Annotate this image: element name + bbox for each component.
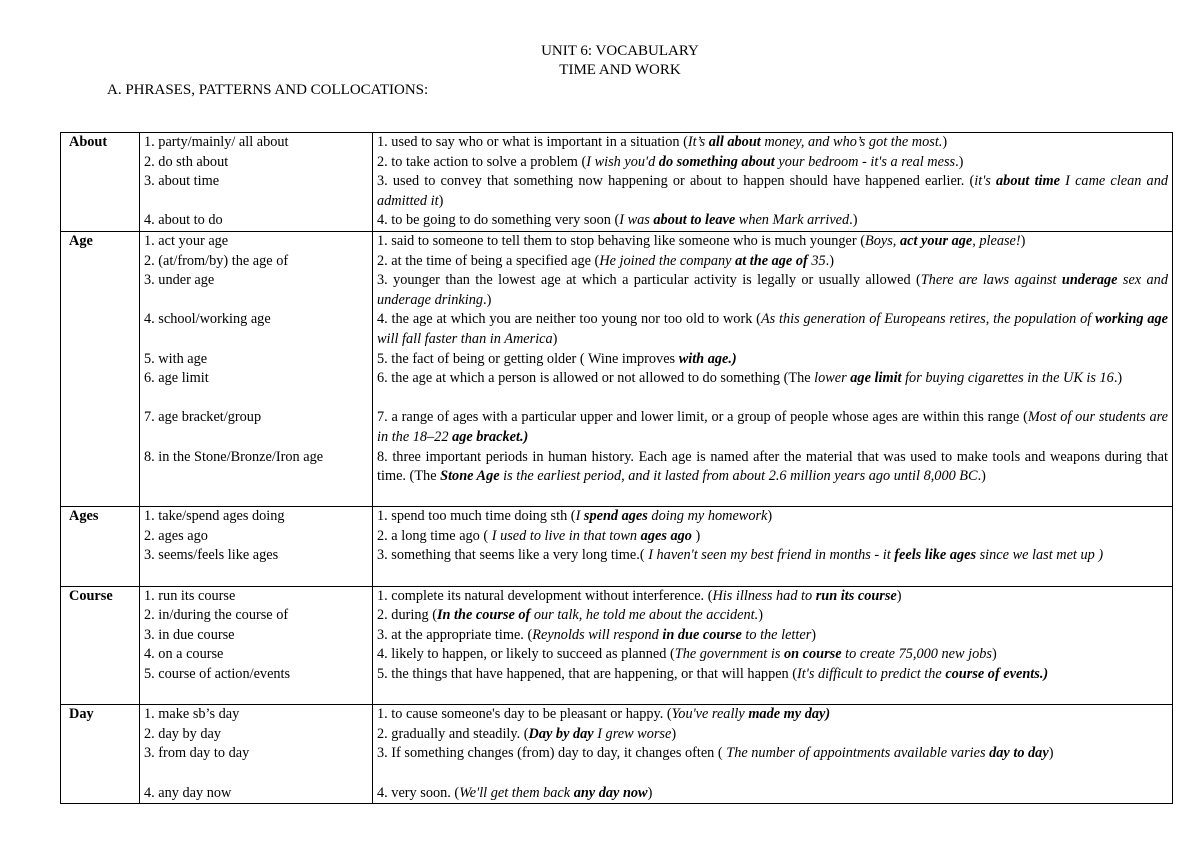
definition-item — [377, 527, 1168, 547]
definition-text: 3. used to convey that something now happening or about to happen should have happened earlier. ( — [377, 173, 975, 190]
example-text: There are laws against — [920, 272, 1062, 289]
definition-text: 2. during ( — [377, 607, 437, 624]
definition-text: 2. to take action to solve a problem ( — [377, 153, 587, 170]
phrase-item: 3. seems/feels like ages — [144, 547, 279, 564]
definition-closing: ) — [896, 587, 902, 604]
definition-text: 5. the fact of being or getting older ( Wine improves — [377, 350, 679, 367]
definition-closing: .) — [825, 252, 834, 269]
highlighted-phrase: do something about — [658, 153, 775, 170]
definition-item — [377, 232, 1168, 252]
definition-cell — [373, 705, 1173, 804]
highlighted-phrase: about to leave — [653, 212, 736, 229]
definition-closing: .) — [483, 291, 492, 308]
phrase-item: 4. school/working age — [144, 311, 271, 328]
phrase-item: 4. any day now — [144, 784, 232, 801]
definition-text: 4. to be going to do something very soon ( — [377, 212, 620, 229]
highlighted-phrase: act your age — [899, 232, 973, 249]
definition-closing: ) — [647, 784, 653, 801]
definition-item — [377, 626, 1168, 646]
example-text: His illness had to — [712, 587, 816, 604]
highlighted-phrase: course of events.) — [945, 666, 1049, 683]
example-text: our talk, he told me about the accident. — [530, 607, 759, 624]
definition-cell — [373, 133, 1173, 232]
vocab-row — [61, 507, 1173, 586]
phrase-item: 8. in the Stone/Bronze/Iron age — [144, 448, 324, 465]
definition-text: 2. a long time ago ( — [377, 527, 492, 544]
highlighted-phrase: with age.) — [678, 350, 737, 367]
definition-closing: .) — [849, 212, 858, 229]
definition-text: 2. at the time of being a specified age ( — [377, 252, 600, 269]
definition-closing: ) — [758, 607, 763, 624]
definition-text: 1. complete its natural development without interference. ( — [377, 587, 713, 604]
definition-text: 6. the age at which a person is allowed or not allowed to do something (The — [377, 370, 815, 387]
example-text: It's difficult to predict the — [797, 666, 946, 683]
headword-cell — [61, 705, 140, 804]
definition-closing: ) — [695, 527, 701, 544]
definition-item — [377, 350, 1168, 370]
example-text: money, and who’s got the most. — [760, 134, 943, 150]
example-text: He joined the company — [599, 252, 736, 269]
definition-item — [377, 665, 1168, 704]
highlighted-phrase: any day now — [573, 784, 648, 801]
phrase-item: 3. in due course — [144, 626, 235, 643]
unit-title-line-1: UNIT 6: VOCABULARY — [541, 43, 699, 59]
headword: About — [69, 134, 108, 150]
highlighted-phrase: In the course of — [436, 607, 531, 624]
example-text: I — [575, 508, 584, 525]
phrase-item: 5. with age — [144, 350, 208, 367]
example-text: The government is — [674, 646, 784, 663]
vocab-row — [61, 586, 1173, 705]
definition-text: 3. younger than the lowest age at which a particular activity is legally or usually allowed ( — [377, 272, 921, 289]
definition-closing: ) — [811, 626, 817, 643]
definition-item — [377, 252, 1168, 272]
phrase-item: 2. day by day — [144, 725, 222, 742]
phrase-item: 3. from day to day — [144, 745, 250, 762]
phrase-item: 2. do sth about — [144, 153, 229, 170]
definition-item — [377, 645, 1168, 665]
headword: Day — [69, 706, 94, 723]
highlighted-phrase: about time — [996, 173, 1060, 190]
phrase-cell — [140, 507, 373, 586]
example-text: You've really — [671, 706, 749, 723]
example-text: lower — [814, 370, 851, 387]
definition-item — [377, 705, 1168, 725]
highlighted-phrase: ages ago — [640, 527, 692, 544]
definition-text: 3. at the appropriate time. ( — [377, 626, 533, 643]
definition-text: 5. the things that have happened, that are happening, or that will happen ( — [377, 666, 798, 683]
headword-cell — [61, 133, 140, 232]
unit-title-line-2: TIME AND WORK — [559, 62, 681, 78]
definition-text: 4. very soon. ( — [377, 784, 460, 801]
highlighted-phrase: age bracket.) — [452, 428, 529, 445]
definition-closing: ) — [942, 134, 948, 150]
definition-closing: .) — [977, 468, 986, 485]
definition-item — [377, 153, 1168, 173]
headword-cell — [61, 231, 140, 506]
vocabulary-table-body — [61, 133, 1173, 804]
vocab-row — [61, 231, 1173, 506]
example-text: It’s — [687, 134, 709, 150]
definition-item — [377, 587, 1168, 607]
definition-text: 4. the age at which you are neither too young nor too old to work ( — [377, 311, 761, 328]
phrase-item: 1. take/spend ages doing — [144, 508, 285, 525]
phrase-item: 1. run its course — [144, 587, 236, 604]
headword-cell — [61, 507, 140, 586]
example-text: I haven't seen my best friend in months - it — [648, 547, 895, 564]
definition-closing: ) — [767, 508, 773, 525]
example-text: since we last met up ) — [976, 547, 1104, 564]
vocab-row — [61, 705, 1173, 804]
example-text: , please! — [972, 232, 1021, 249]
phrase-item: 2. (at/from/by) the age of — [144, 252, 289, 269]
example-text: it's — [974, 173, 997, 190]
highlighted-phrase: spend ages — [583, 508, 648, 525]
definition-item — [377, 546, 1168, 585]
headword: Course — [69, 587, 113, 604]
definition-item — [377, 448, 1168, 507]
example-text: will fall faster than in America — [377, 330, 553, 347]
example-text: Reynolds will respond — [532, 626, 663, 643]
example-text: We'll get them back — [459, 784, 574, 801]
phrase-item: 5. course of action/events — [144, 666, 291, 683]
phrase-item: 2. in/during the course of — [144, 607, 289, 624]
phrase-item: 1. party/mainly/ all about — [144, 134, 289, 150]
definition-text: 3. something that seems like a very long time.( — [377, 547, 649, 564]
phrase-cell — [140, 586, 373, 705]
phrase-item: 2. ages ago — [144, 527, 208, 544]
example-text: is the earliest period, and it lasted from about 2.6 million years ago until 8,000 BC — [499, 468, 978, 485]
definition-item — [377, 310, 1168, 349]
definition-item — [377, 744, 1168, 783]
definition-item — [377, 172, 1168, 211]
highlighted-phrase: underage — [1061, 272, 1118, 289]
definition-closing: ) — [438, 192, 444, 209]
highlighted-phrase: made my day) — [748, 706, 831, 723]
definition-item — [377, 606, 1168, 626]
section-heading: A. PHRASES, PATTERNS AND COLLOCATIONS: — [107, 82, 429, 98]
phrase-cell — [140, 705, 373, 804]
example-text: Most of our students are in the 18–22 — [377, 409, 1168, 445]
highlighted-phrase: at the age of — [735, 252, 808, 269]
definition-text: 8. three important periods in human history. Each age is named after the material that was used to make tools and weapons during that time. (The — [377, 448, 1168, 485]
example-text: 35 — [807, 252, 826, 269]
phrase-item: 7. age bracket/group — [144, 409, 262, 426]
definition-cell — [373, 507, 1173, 586]
highlighted-phrase: run its course — [815, 587, 897, 604]
highlighted-phrase: day to day — [989, 745, 1049, 762]
definition-item — [377, 211, 1168, 231]
headword: Age — [69, 232, 93, 249]
definition-text: 1. spend too much time doing sth ( — [377, 508, 576, 525]
definition-text: 1. said to someone to tell them to stop behaving like someone who is much younger ( — [377, 232, 865, 249]
phrase-item: 6. age limit — [144, 370, 209, 387]
definition-closing: ) — [1020, 232, 1026, 249]
definition-closing: .) — [955, 153, 964, 170]
headword-cell — [61, 586, 140, 705]
phrase-cell — [140, 231, 373, 506]
definition-text: 1. used to say who or what is important in a situation ( — [377, 134, 688, 150]
definition-closing: .) — [1113, 370, 1123, 387]
definition-closing: ) — [671, 725, 677, 742]
example-text: I wish you'd — [586, 153, 659, 170]
example-text: I came clean and admitted it — [377, 173, 1168, 209]
example-text: Boys, — [865, 232, 900, 249]
definition-item — [377, 133, 1168, 153]
definition-item — [377, 725, 1168, 745]
highlighted-phrase: all about — [708, 134, 761, 150]
definition-closing: ) — [991, 646, 997, 663]
highlighted-phrase: on course — [783, 646, 842, 663]
definition-cell — [373, 586, 1173, 705]
example-text: to create 75,000 new jobs — [841, 646, 992, 663]
definition-text: 1. to cause someone's day to be pleasant or happy. ( — [377, 706, 672, 723]
definition-closing: ) — [1048, 745, 1054, 762]
example-text: your bedroom - it's a real mess — [774, 153, 956, 170]
phrase-item: 4. on a course — [144, 646, 224, 663]
example-text: doing my homework — [647, 508, 768, 525]
definition-item — [377, 369, 1168, 408]
definition-item — [377, 408, 1168, 447]
highlighted-phrase: Stone Age — [440, 468, 500, 485]
example-text: The number of appointments available varies — [726, 745, 990, 762]
example-text: I grew worse — [593, 725, 672, 742]
phrase-item: 3. under age — [144, 272, 215, 289]
phrase-item: 3. about time — [144, 173, 220, 190]
definition-text: 3. If something changes (from) day to day, it changes often ( — [377, 745, 727, 762]
phrase-cell — [140, 133, 373, 232]
definition-closing: ) — [552, 330, 558, 347]
definition-item — [377, 271, 1168, 310]
vocab-row — [61, 133, 1173, 232]
example-text: I was — [619, 212, 654, 229]
example-text: to the letter — [741, 626, 812, 643]
highlighted-phrase: working age — [1095, 311, 1169, 328]
definition-item — [377, 507, 1168, 527]
definition-item — [377, 784, 1168, 804]
example-text: I used to live in that town — [491, 527, 641, 544]
highlighted-phrase: feels like ages — [894, 547, 977, 564]
phrase-item: 1. act your age — [144, 232, 229, 249]
definition-cell — [373, 231, 1173, 506]
phrase-item: 1. make sb’s day — [144, 706, 240, 723]
example-text: As this generation of Europeans retires, the population of — [760, 311, 1096, 328]
highlighted-phrase: age limit — [850, 370, 902, 387]
highlighted-phrase: in due course — [662, 626, 742, 643]
example-text: when Mark arrived — [735, 212, 850, 229]
example-text: sex and underage drinking — [377, 272, 1168, 308]
example-text: for buying cigarettes in the UK is 16 — [901, 370, 1114, 387]
definition-text: 7. a range of ages with a particular upper and lower limit, or a group of people whose ages are within this range ( — [377, 409, 1028, 426]
vocabulary-table — [60, 132, 1173, 804]
highlighted-phrase: Day by day — [528, 725, 594, 742]
definition-text: 4. likely to happen, or likely to succeed as planned ( — [377, 646, 675, 663]
headword: Ages — [69, 508, 99, 525]
phrase-item: 4. about to do — [144, 212, 223, 229]
definition-text: 2. gradually and steadily. ( — [377, 725, 529, 742]
